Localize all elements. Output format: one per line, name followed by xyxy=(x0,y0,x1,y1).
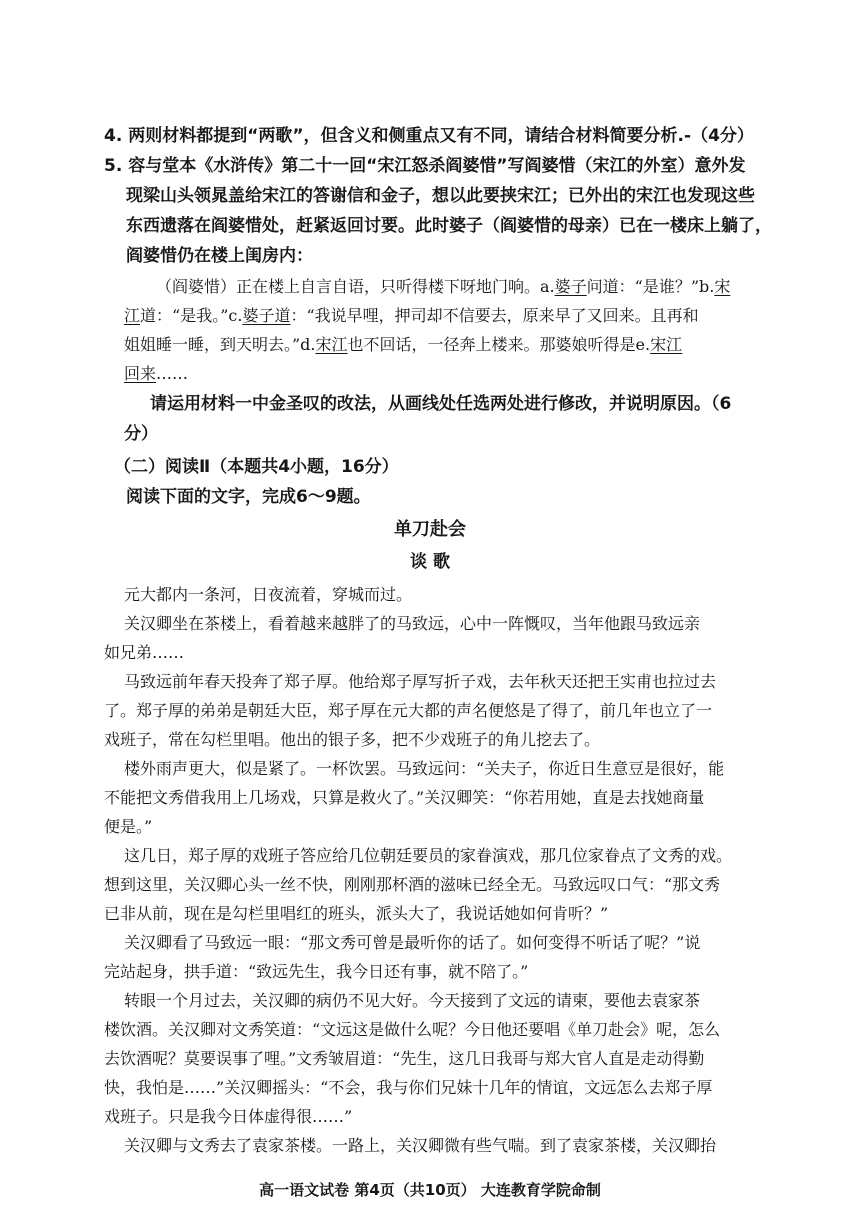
story-line: 关汉卿与文秀去了袁家茶楼。一路上，关汉卿微有些气喘。到了袁家茶楼，关汉卿抬 xyxy=(124,1136,717,1155)
story-line: 马致远前年春天投奔了郑子厚。他给郑子厚写折子戏，去年秋天还把王实甫也拉过去 xyxy=(124,672,717,691)
page-footer: 高一语文试卷 第4页（共10页） 大连教育学院命制 xyxy=(259,1181,601,1199)
underlined-phrase-d: 宋江 xyxy=(315,335,348,354)
excerpt-line-2 xyxy=(124,306,699,326)
excerpt-line-4 xyxy=(124,364,188,384)
excerpt-text: 也不回话，一径奔上楼来。那婆娘听得是e. xyxy=(347,335,651,354)
underlined-phrase-a: 婆子 xyxy=(554,277,587,296)
story-line: 这几日，郑子厚的戏班子答应给几位朝廷要员的家眷演戏，那几位家眷点了文秀的戏。 xyxy=(124,846,733,865)
story-line: 如兄弟…… xyxy=(104,643,185,662)
underlined-phrase-b-cont: 江 xyxy=(124,306,141,325)
question-5-line-2: 现梁山头领晁盖给宋江的答谢信和金子，想以此要挟宋江；已外出的宋江也发现这些 xyxy=(126,186,755,206)
question-5-line-1: 5. 容与堂本《水浒传》第二十一回“宋江怒杀阎婆惜”写阎婆惜（宋江的外室）意外发 xyxy=(104,156,746,176)
underlined-phrase-c: 婆子道 xyxy=(242,306,291,325)
story-author: 谈 歌 xyxy=(410,552,450,572)
story-line: 转眼一个月过去，关汉卿的病仍不见大好。今天接到了文远的请柬，要他去袁家茶 xyxy=(124,991,701,1010)
underlined-phrase-b: 宋 xyxy=(714,277,731,296)
story-line: 完站起身，拱手道：“致远先生，我今日还有事，就不陪了。” xyxy=(104,962,529,981)
excerpt-text: …… xyxy=(156,364,189,383)
excerpt-text: 问道：“是谁？”b. xyxy=(586,277,715,296)
underlined-phrase-e-cont: 回来 xyxy=(124,364,157,383)
excerpt-text: ：“我说早哩，押司却不信要去，原来早了又回来。且再和 xyxy=(290,306,699,325)
excerpt-line-3 xyxy=(124,335,682,355)
story-line: 已非从前，现在是勾栏里唱红的班头，派头大了，我说话她如何肯听？” xyxy=(104,904,609,923)
story-line: 快，我怕是……”关汉卿摇头：“不会，我与你们兄妹十几年的情谊，文远怎么去郑子厚 xyxy=(104,1078,713,1097)
section-intro: 阅读下面的文字，完成6～9题。 xyxy=(126,487,371,507)
underlined-phrase-e: 宋江 xyxy=(650,335,683,354)
story-line: 元大都内一条河，日夜流着，穿城而过。 xyxy=(124,585,413,604)
excerpt-text: 姐姐睡一睡，到天明去。”d. xyxy=(124,335,316,354)
question-4: 4. 两则材料都提到“两歌”，但含义和侧重点又有不同，请结合材料简要分析.-（4分） xyxy=(104,126,754,146)
question-5-line-3: 东西遗落在阎婆惜处，赶紧返回讨要。此时婆子（阎婆惜的母亲）已在一楼床上躺了， xyxy=(126,216,772,236)
story-line: 了。郑子厚的弟弟是朝廷大臣，郑子厚在元大都的声名便悠是了得了，前几年也立了一 xyxy=(104,701,713,720)
story-line: 想到这里，关汉卿心头一丝不快，刚刚那杯酒的滋味已经全无。马致远叹口气：“那文秀 xyxy=(104,875,721,894)
excerpt-line-1 xyxy=(156,277,730,297)
story-line: 不能把文秀借我用上几场戏，只算是救火了。”关汉卿笑：“你若用她，直是去找她商量 xyxy=(104,788,705,807)
question-5-instruction: 请运用材料一中金圣叹的改法，从画线处任选两处进行修改，并说明原因。（6 xyxy=(150,394,732,414)
excerpt-text: （阎婆惜）正在楼上自言自语，只听得楼下呀地门响。a. xyxy=(156,277,555,296)
story-title: 单刀赴会 xyxy=(394,519,466,540)
story-line: 戏班子。只是我今日体虚得很……” xyxy=(104,1107,353,1126)
question-5-line-4: 阎婆惜仍在楼上闺房内： xyxy=(126,246,313,266)
story-line: 楼外雨声更大，似是紧了。一杯饮罢。马致远问：“关夫子，你近日生意豆是很好，能 xyxy=(124,759,725,778)
excerpt-text: 道：“是我。”c. xyxy=(140,306,243,325)
story-line: 戏班子，常在勾栏里唱。他出的银子多，把不少戏班子的角儿挖去了。 xyxy=(104,730,601,749)
story-line: 便是。” xyxy=(104,817,153,836)
story-line: 去饮酒呢？莫要误事了哩。”文秀皱眉道：“先生，这几日我哥与郑大官人直是走动得勤 xyxy=(104,1049,705,1068)
story-line: 关汉卿看了马致远一眼：“那文秀可曾是最听你的话了。如何变得不听话了呢？”说 xyxy=(124,933,701,952)
section-heading: （二）阅读Ⅱ（本题共4小题，16分） xyxy=(114,457,399,477)
story-line: 关汉卿坐在茶楼上，看着越来越胖了的马致远，心中一阵慨叹，当年他跟马致远亲 xyxy=(124,614,701,633)
story-line: 楼饮酒。关汉卿对文秀笑道：“文远这是做什么呢？今日他还要唱《单刀赴会》呢，怎么 xyxy=(104,1020,721,1039)
question-5-instruction-end: 分） xyxy=(124,424,158,444)
